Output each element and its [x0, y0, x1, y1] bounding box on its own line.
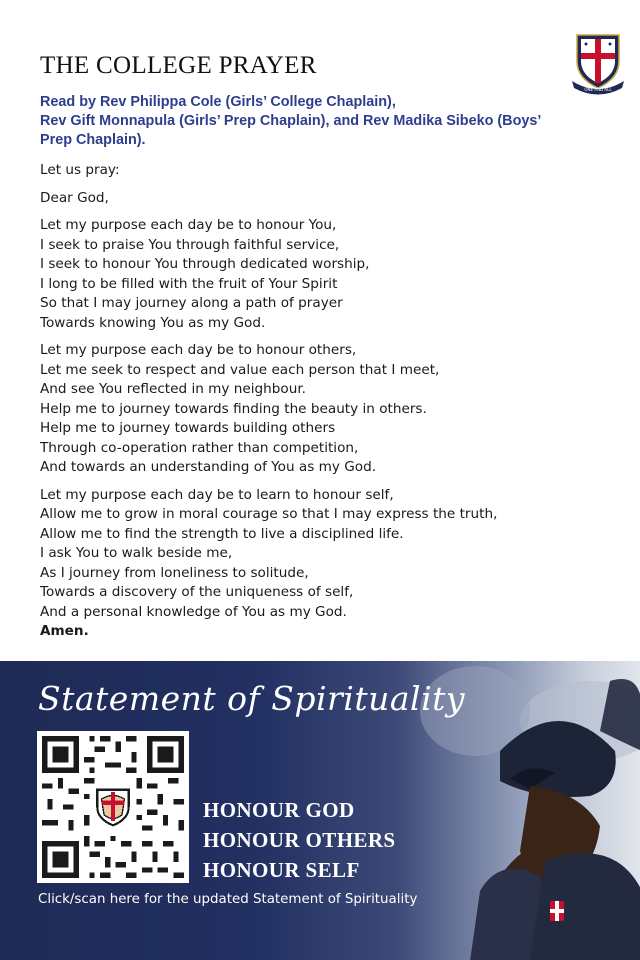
prayer-line: I seek to praise You through faithful service, [40, 236, 340, 253]
scan-link[interactable]: Click/scan here for the updated Statement of Spirituality [38, 892, 418, 907]
prayer-salutation: Dear God, [40, 189, 109, 206]
prayer-line: Let my purpose each day be to learn to honour self, [40, 486, 394, 503]
prayer-line: I long to be filled with the fruit of Your Spirit [40, 275, 338, 292]
prayer-stanza-2 [40, 341, 630, 478]
read-by-line: Prep Chaplain). [40, 132, 146, 148]
prayer-line: I seek to honour You through dedicated worship, [40, 256, 370, 272]
prayer-line: Let me seek to respect and value each person that I meet, [40, 361, 440, 378]
prayer-line: Towards a discovery of the uniqueness of self, [40, 584, 354, 600]
read-by-line: Read by Rev Philippa Cole (Girls’ College Chaplain), [40, 94, 396, 110]
prayer-line: Through co-operation rather than competition, [40, 439, 359, 456]
prayer-line: Let my purpose each day be to honour others, [40, 342, 357, 358]
school-crest-logo [569, 31, 627, 95]
statement-banner[interactable] [0, 661, 640, 960]
prayer-line: Allow me to find the strength to live a disciplined life. [40, 525, 404, 542]
prayer-line: Let my purpose each day be to honour You, [40, 217, 337, 233]
prayer-line: Towards knowing You as my God. [40, 314, 266, 331]
read-by-line: Rev Gift Monnapula (Girls’ Prep Chaplain), and Rev Madika Sibeko (Boys’ [40, 113, 542, 129]
statement-title: Statement of Spirituality [38, 679, 466, 718]
qr-code[interactable] [37, 731, 189, 883]
prayer-line: Help me to journey towards finding the beauty in others. [40, 400, 427, 417]
prayer-amen: Amen. [40, 623, 89, 639]
honour-self: HONOUR SELF [203, 858, 360, 882]
prayer-intro: Let us pray: [40, 162, 120, 178]
read-by-credits [40, 93, 630, 150]
prayer-stanza-1 [40, 216, 630, 333]
svg-text:ONE AND ALL: ONE AND ALL [584, 87, 612, 92]
prayer-line: As I journey from loneliness to solitude, [40, 564, 309, 581]
honour-others: HONOUR OTHERS [203, 828, 396, 852]
prayer-stanza-3 [40, 486, 630, 642]
prayer-line: Help me to journey towards building others [40, 420, 336, 436]
prayer-line: Allow me to grow in moral courage so that I may express the truth, [40, 506, 498, 522]
prayer-line: So that I may journey along a path of prayer [40, 295, 343, 311]
prayer-body [40, 161, 630, 642]
honour-god: HONOUR GOD [203, 798, 355, 822]
prayer-line: I ask You to walk beside me, [40, 545, 233, 561]
prayer-line: And a personal knowledge of You as my God. [40, 603, 347, 620]
prayer-line: And towards an understanding of You as my God. [40, 459, 377, 475]
honour-list [203, 795, 395, 885]
page-title: THE COLLEGE PRAYER [40, 52, 317, 79]
prayer-line: And see You reflected in my neighbour. [40, 381, 306, 397]
